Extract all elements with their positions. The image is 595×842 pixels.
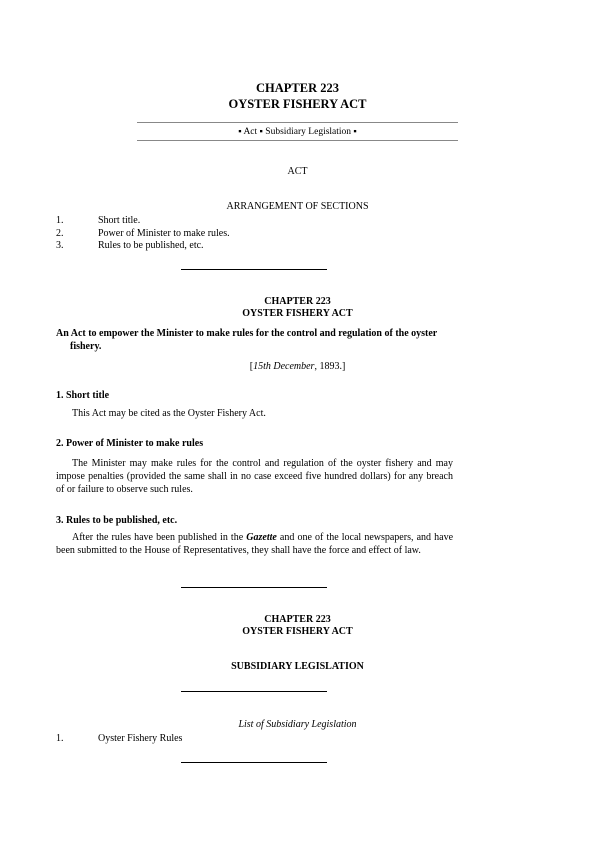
arrangement-link-rules-published[interactable]: Rules to be published, etc. xyxy=(98,240,204,251)
section-heading-1: 1. Short title xyxy=(56,390,110,401)
chapter-number: CHAPTER 223 xyxy=(256,81,339,95)
act-title: OYSTER FISHERY ACT xyxy=(228,97,367,111)
section-divider xyxy=(181,762,327,763)
section-text-2: The Minister may make rules for the control and regulation of the oyster fishery and may impose penalties (provided the same shall in no case exceed five hundred dollars) for any breach of or failure to observe such rules. xyxy=(56,458,453,495)
section-divider xyxy=(181,587,327,588)
subsidiary-chapter-number: CHAPTER 223 xyxy=(264,614,331,625)
bullet-icon: ▪ xyxy=(353,127,357,137)
subsidiary-link-oyster-fishery-rules[interactable]: Oyster Fishery Rules xyxy=(98,733,183,744)
subsidiary-heading: SUBSIDIARY LEGISLATION xyxy=(231,661,364,672)
subsidiary-list-heading: List of Subsidiary Legislation xyxy=(238,719,357,730)
arrangement-link-power-of-minister[interactable]: Power of Minister to make rules. xyxy=(98,228,230,239)
long-title: An Act to empower the Minister to make rules for the control and regulation of the oyster fishery. xyxy=(56,328,438,352)
act-body-title: OYSTER FISHERY ACT xyxy=(242,308,353,319)
section-text-1: This Act may be cited as the Oyster Fishery Act. xyxy=(72,408,266,419)
section-heading-2: 2. Power of Minister to make rules xyxy=(56,438,204,449)
arrangement-link-short-title[interactable]: Short title. xyxy=(98,215,141,226)
act-chapter-number: CHAPTER 223 xyxy=(264,296,331,307)
act-heading: ACT xyxy=(287,166,308,177)
nav-link-subsidiary[interactable]: Subsidiary Legislation xyxy=(265,127,352,137)
divider-nav-bottom xyxy=(137,140,458,141)
arrangement-num: 3. xyxy=(56,240,64,251)
arrangement-num: 1. xyxy=(56,215,64,226)
enactment-date: [15th December, 1893.] xyxy=(249,361,346,372)
section-text-3: After the rules have been published in the Gazette and one of the local newspapers, and have been submitted to the House of Representatives, they shall have the force and effect of law. xyxy=(56,532,454,556)
nav-link-act[interactable]: Act xyxy=(243,127,258,137)
subsidiary-act-title: OYSTER FISHERY ACT xyxy=(242,626,353,637)
bullet-icon: ▪ xyxy=(259,127,263,137)
divider-top xyxy=(137,122,458,123)
nav-bar xyxy=(0,127,595,137)
section-divider xyxy=(181,691,327,692)
subsidiary-list-num: 1. xyxy=(56,733,64,744)
arrangement-num: 2. xyxy=(56,228,64,239)
section-heading-3: 3. Rules to be published, etc. xyxy=(56,515,178,526)
arrangement-heading: ARRANGEMENT OF SECTIONS xyxy=(226,201,369,212)
bullet-icon: ▪ xyxy=(238,127,242,137)
section-divider xyxy=(181,269,327,270)
